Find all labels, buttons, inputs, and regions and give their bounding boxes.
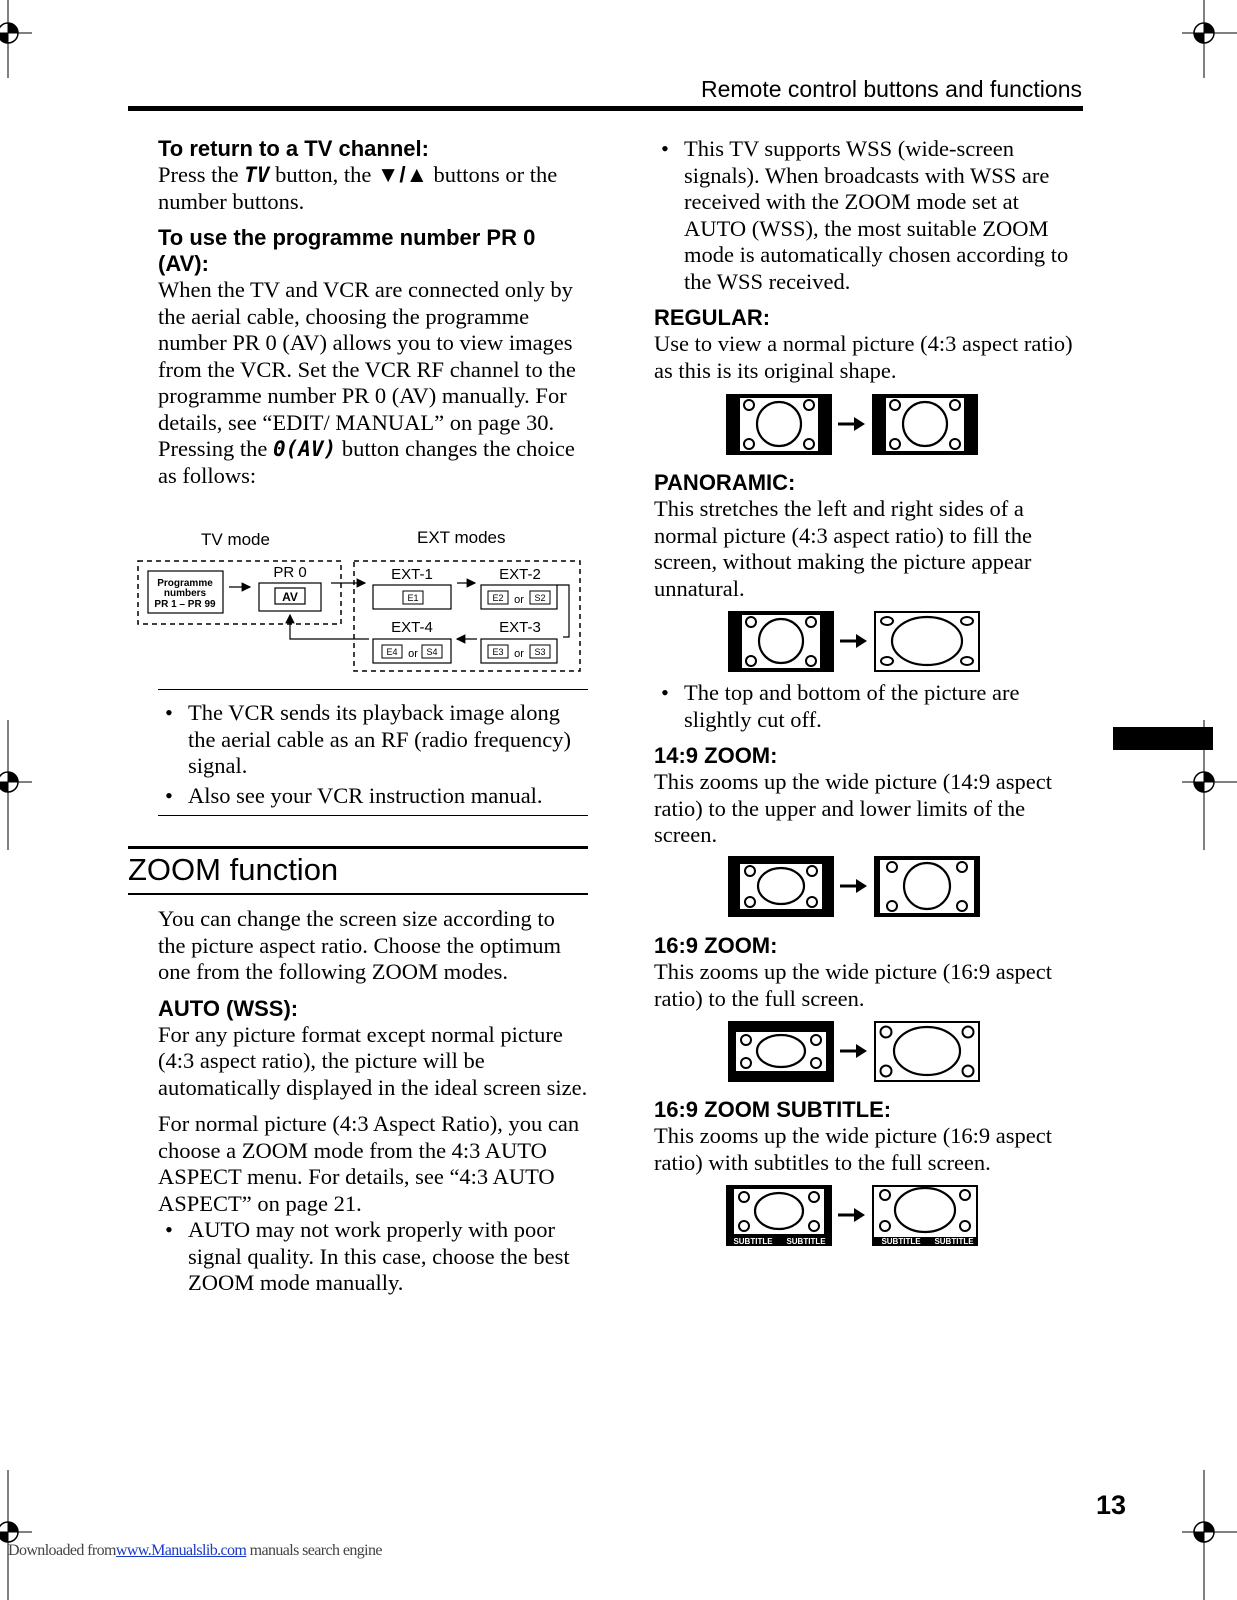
wss-notes [654,136,1084,295]
crop-mark-bottom-right [1177,1470,1237,1600]
mode-cycle-diagram [135,525,585,677]
tv-key: TV [244,163,270,187]
note-item: • Also see your VCR instruction manual. [158,783,588,810]
ext3-label: EXT-3 [499,619,541,636]
vcr-notes [158,700,588,809]
tv-mode-label: TV mode [201,530,270,549]
subtitle-illustration [726,1184,982,1248]
zoom169-heading: 16:9 ZOOM: [654,933,778,958]
or-label-2: or [514,594,524,606]
left-column-top [158,136,588,489]
s3-label: S3 [534,647,546,657]
or-label-4: or [408,648,418,660]
return-text: Press the TV button, the ▼/▲ buttons or the number buttons. [158,162,558,214]
zoom169-text: This zooms up the wide picture (16:9 aspect ratio) to the full screen. [654,959,1053,1011]
prog-line1: Programme [157,578,213,589]
e3-label: E3 [492,647,504,657]
pr0-heading: To use the programme number PR 0 (AV): [158,225,536,276]
zoom-intro: You can change the screen size according to the picture aspect ratio. Choose the optimum one from the following ZOOM modes. [158,906,562,984]
panoramic-heading: PANORAMIC: [654,470,796,495]
normal-text: For normal picture (4:3 Aspect Ratio), you can choose a ZOOM mode from the 4:3 AUTO ASPECT menu. For details, see “4:3 AUTO ASPECT” on page 21. [158,1111,580,1216]
e2-label: E2 [492,593,504,603]
note-item: • This TV supports WSS (wide-screen signals). When broadcasts with WSS are received with the ZOOM mode set at AUTO (WSS), the most suitable ZOOM mode is automatically chosen according to the WSS received. [654,136,1084,295]
note-item: • The top and bottom of the picture are slightly cut off. [654,680,1084,733]
subtitle-block [654,1097,1084,1176]
crop-mark-mid-left [0,720,40,850]
regular-illustration [726,393,982,457]
page-number: 13 [1096,1490,1127,1520]
pressing-text: Pressing the 0(AV) button changes the choice as follows: [158,436,575,488]
arrow-keys: ▼/▲ [377,162,428,187]
ext4-label: EXT-4 [391,619,433,636]
regular-heading: REGULAR: [654,305,771,330]
section-rule-bottom [128,893,588,895]
subtitle-heading: 16:9 ZOOM SUBTITLE: [654,1097,892,1122]
zoom149-text: This zooms up the wide picture (14:9 aspect ratio) to the upper and lower limits of the screen. [654,769,1053,847]
prog-line3: PR 1 – PR 99 [154,599,216,610]
ext2-label: EXT-2 [499,566,541,583]
note-item: • AUTO may not work properly with poor signal quality. In this case, choose the best ZOOM mode manually. [158,1217,588,1297]
e1-label: E1 [407,593,419,603]
prog-line2: numbers [163,588,207,599]
av-box-label: AV [282,590,298,604]
running-header: Remote control buttons and functions [700,76,1082,102]
subtitle-caption: SUBTITLE [733,1237,773,1246]
panoramic-text: This stretches the left and right sides of a normal picture (4:3 aspect ratio) to fill the screen, without making the picture appear unnatural. [654,496,1032,601]
auto-notes [158,1217,588,1297]
section-title: ZOOM function [128,852,339,887]
header-rule [128,106,1083,111]
panoramic-block [654,470,1084,602]
panoramic-notes [654,680,1084,733]
zoom169-illustration [728,1020,984,1084]
panoramic-illustration [728,610,984,674]
subtitle-caption: SUBTITLE [881,1237,921,1246]
av-key: 0(AV) [273,437,337,461]
note-item: • The VCR sends its playback image along the aerial cable as an RF (radio frequency) signal. [158,700,588,780]
regular-text: Use to view a normal picture (4:3 aspect ratio) as this is its original shape. [654,331,1073,383]
section-rule-top [128,846,588,849]
zoom149-heading: 14:9 ZOOM: [654,743,778,768]
left-column-bottom [158,906,588,1297]
e4-label: E4 [386,647,398,657]
pr0-text: When the TV and VCR are connected only by the aerial cable, choosing the programme number PR 0 (AV) allows you to view images from the VCR. Set the VCR RF channel to the programme number PR 0 (AV) manually. For details, see “EDIT/ MANUAL” on page 30. [158,277,576,435]
ext1-label: EXT-1 [391,566,433,583]
s4-label: S4 [426,647,438,657]
right-column [654,136,1084,384]
subtitle-caption: SUBTITLE [934,1237,974,1246]
zoom169-block [654,933,1084,1012]
or-label-3: or [514,648,524,660]
ext-modes-label: EXT modes [417,528,506,547]
crop-mark-bottom-left [0,1470,40,1600]
zoom-block [654,680,1084,849]
note-rule-top [158,689,588,690]
auto-heading: AUTO (WSS): [158,995,299,1021]
crop-mark-top-right [1177,0,1237,80]
note-rule-bottom [158,815,588,816]
manualslib-link[interactable]: www.Manualslib.com [115,1542,247,1559]
crop-mark-top-left [0,0,40,80]
zoom149-illustration [728,855,984,919]
download-footer: Downloaded fromwww.Manualslib.com manuals search engine [8,1542,382,1559]
subtitle-text: This zooms up the wide picture (16:9 aspect ratio) with subtitles to the full screen. [654,1123,1053,1175]
pr0-label: PR 0 [273,564,307,581]
s2-label: S2 [534,593,546,603]
auto-text: For any picture format except normal picture (4:3 aspect ratio), the picture will be automatically displayed in the ideal screen size. [158,1021,588,1100]
subtitle-caption: SUBTITLE [786,1237,826,1246]
return-heading: To return to a TV channel: [158,136,429,161]
section-thumb-tab [1113,727,1213,750]
